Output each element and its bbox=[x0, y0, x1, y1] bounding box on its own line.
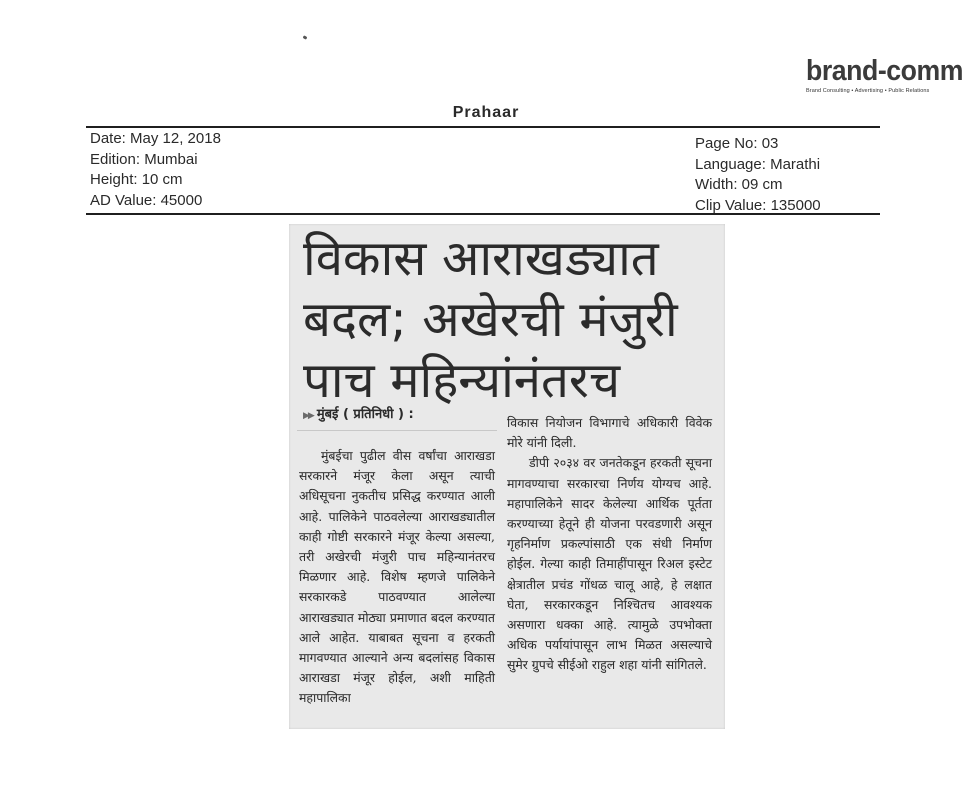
text-line: निर्णय योग्यच आहे. महापालिकेने सादर bbox=[507, 475, 712, 511]
text-line: रिअल इस्टेट क्षेत्रातील प्रचंड गोंधळ bbox=[507, 556, 712, 592]
header-rule-bottom bbox=[86, 213, 880, 215]
meta-clip-value: Clip Value: 135000 bbox=[695, 196, 821, 214]
text-line: असणारा धक्का आहे. त्यामुळे उपभोक्ता bbox=[507, 617, 712, 633]
dateline-arrows-icon: ▶▶ bbox=[303, 411, 313, 421]
meta-ad-value: AD Value: 45000 bbox=[90, 191, 203, 209]
text-line: करण्यात आली आहे. पालिकेने bbox=[299, 488, 496, 524]
logo-wordmark: brand-comm bbox=[806, 55, 963, 87]
scan-speck bbox=[303, 35, 308, 40]
text-line: त्याची अधिसूचना नुकतीच प्रसिद्ध bbox=[299, 468, 495, 504]
text-line: होईल, अशी माहिती महापालिका bbox=[299, 670, 495, 706]
meta-language: Language: Marathi bbox=[695, 155, 821, 173]
meta-page-no: Page No: 03 bbox=[695, 135, 779, 152]
meta-width: Width: 09 cm bbox=[695, 176, 783, 193]
text-line: डीपी २०३४ वर जनतेकडून bbox=[529, 455, 646, 471]
text-line: पाठवलेल्या आराखड्यातील काही गोष्टी bbox=[299, 508, 495, 544]
news-clipping bbox=[289, 224, 725, 729]
text-line: करण्यात आले आहेत. याबाबत सूचना bbox=[299, 609, 495, 645]
meta-height: Height: 10 cm bbox=[90, 171, 183, 188]
meta-edition: Edition: Mumbai bbox=[90, 150, 198, 168]
text-line: अधिक पर्यायांपासून लाभ मिळत bbox=[507, 637, 663, 653]
text-line: सरकारकडून निश्चितच आवश्यक bbox=[543, 596, 712, 612]
brand-comm-logo bbox=[806, 55, 963, 95]
text-line: आराखडा सरकारने मंजूर केला असून bbox=[299, 448, 495, 484]
text-line: सरकारने मंजूर केल्या असल्या, तरी bbox=[299, 528, 495, 565]
text-line: गृहनिर्माण प्रकल्पांसाठी एक संधी bbox=[507, 536, 672, 552]
meta-right bbox=[695, 134, 821, 216]
meta-left bbox=[90, 129, 221, 211]
text-line: असल्याचे सुमेर ग्रुपचे सीईओ राहुल bbox=[507, 637, 712, 673]
text-line: मुंबईचा पुढील वीस वर्षांचा bbox=[321, 448, 447, 463]
article-paragraph bbox=[507, 453, 712, 675]
header-rule-top bbox=[86, 126, 880, 128]
text-line: निर्माण होईल. गेल्या काही तिमाहींपासून bbox=[507, 536, 712, 572]
article-paragraph bbox=[299, 446, 495, 709]
logo-tagline: Brand Consulting • Advertising • Public Relations bbox=[806, 88, 930, 94]
text-line: केलेल्या आर्थिक पूर्तता करण्याच्या bbox=[507, 495, 712, 532]
meta-date: Date: May 12, 2018 bbox=[90, 130, 221, 147]
text-line: अखेरची मंजुरी पाच महिन्यानंतरच bbox=[325, 549, 495, 565]
dateline-text: मुंबई ( प्रतिनिधी ) : bbox=[316, 407, 414, 422]
text-line: हेतूने ही योजना परवडणारी असून bbox=[558, 516, 712, 532]
text-line: सरकारकडे पाठवण्यात आलेल्या bbox=[299, 589, 495, 605]
text-line: बदलांसह विकास आराखडा मंजूर bbox=[299, 650, 495, 686]
headline-line: विकास आराखड्यात bbox=[303, 230, 659, 287]
article-column-right bbox=[507, 413, 712, 676]
article-column-left bbox=[299, 446, 495, 709]
text-line: विवेक मोरे यांनी दिली. bbox=[507, 415, 712, 451]
text-line: व हरकती मागवण्यात आल्याने अन्य bbox=[299, 629, 495, 666]
publication-name: Prahaar bbox=[452, 104, 520, 121]
article-headline bbox=[303, 228, 718, 411]
text-line: आराखड्यात मोठ्या प्रमाणात बदल bbox=[299, 609, 453, 625]
article-paragraph bbox=[507, 413, 712, 453]
article-dateline bbox=[303, 404, 414, 422]
text-line: चालू आहे, हे लक्षात घेता, bbox=[507, 576, 712, 612]
text-line: विकास नियोजन विभागाचे अधिकारी bbox=[507, 415, 679, 430]
text-line: शहा यांनी सांगितले. bbox=[619, 657, 707, 673]
headline-line: बदल; अखेरची मंजुरी bbox=[303, 291, 678, 348]
text-line: मिळणार आहे. विशेष म्हणजे पालिकेने bbox=[299, 569, 495, 585]
headline-line: पाच महिन्यांनंतरच bbox=[303, 352, 621, 409]
text-line: हरकती सूचना मागवण्याचा सरकारचा bbox=[507, 455, 712, 491]
